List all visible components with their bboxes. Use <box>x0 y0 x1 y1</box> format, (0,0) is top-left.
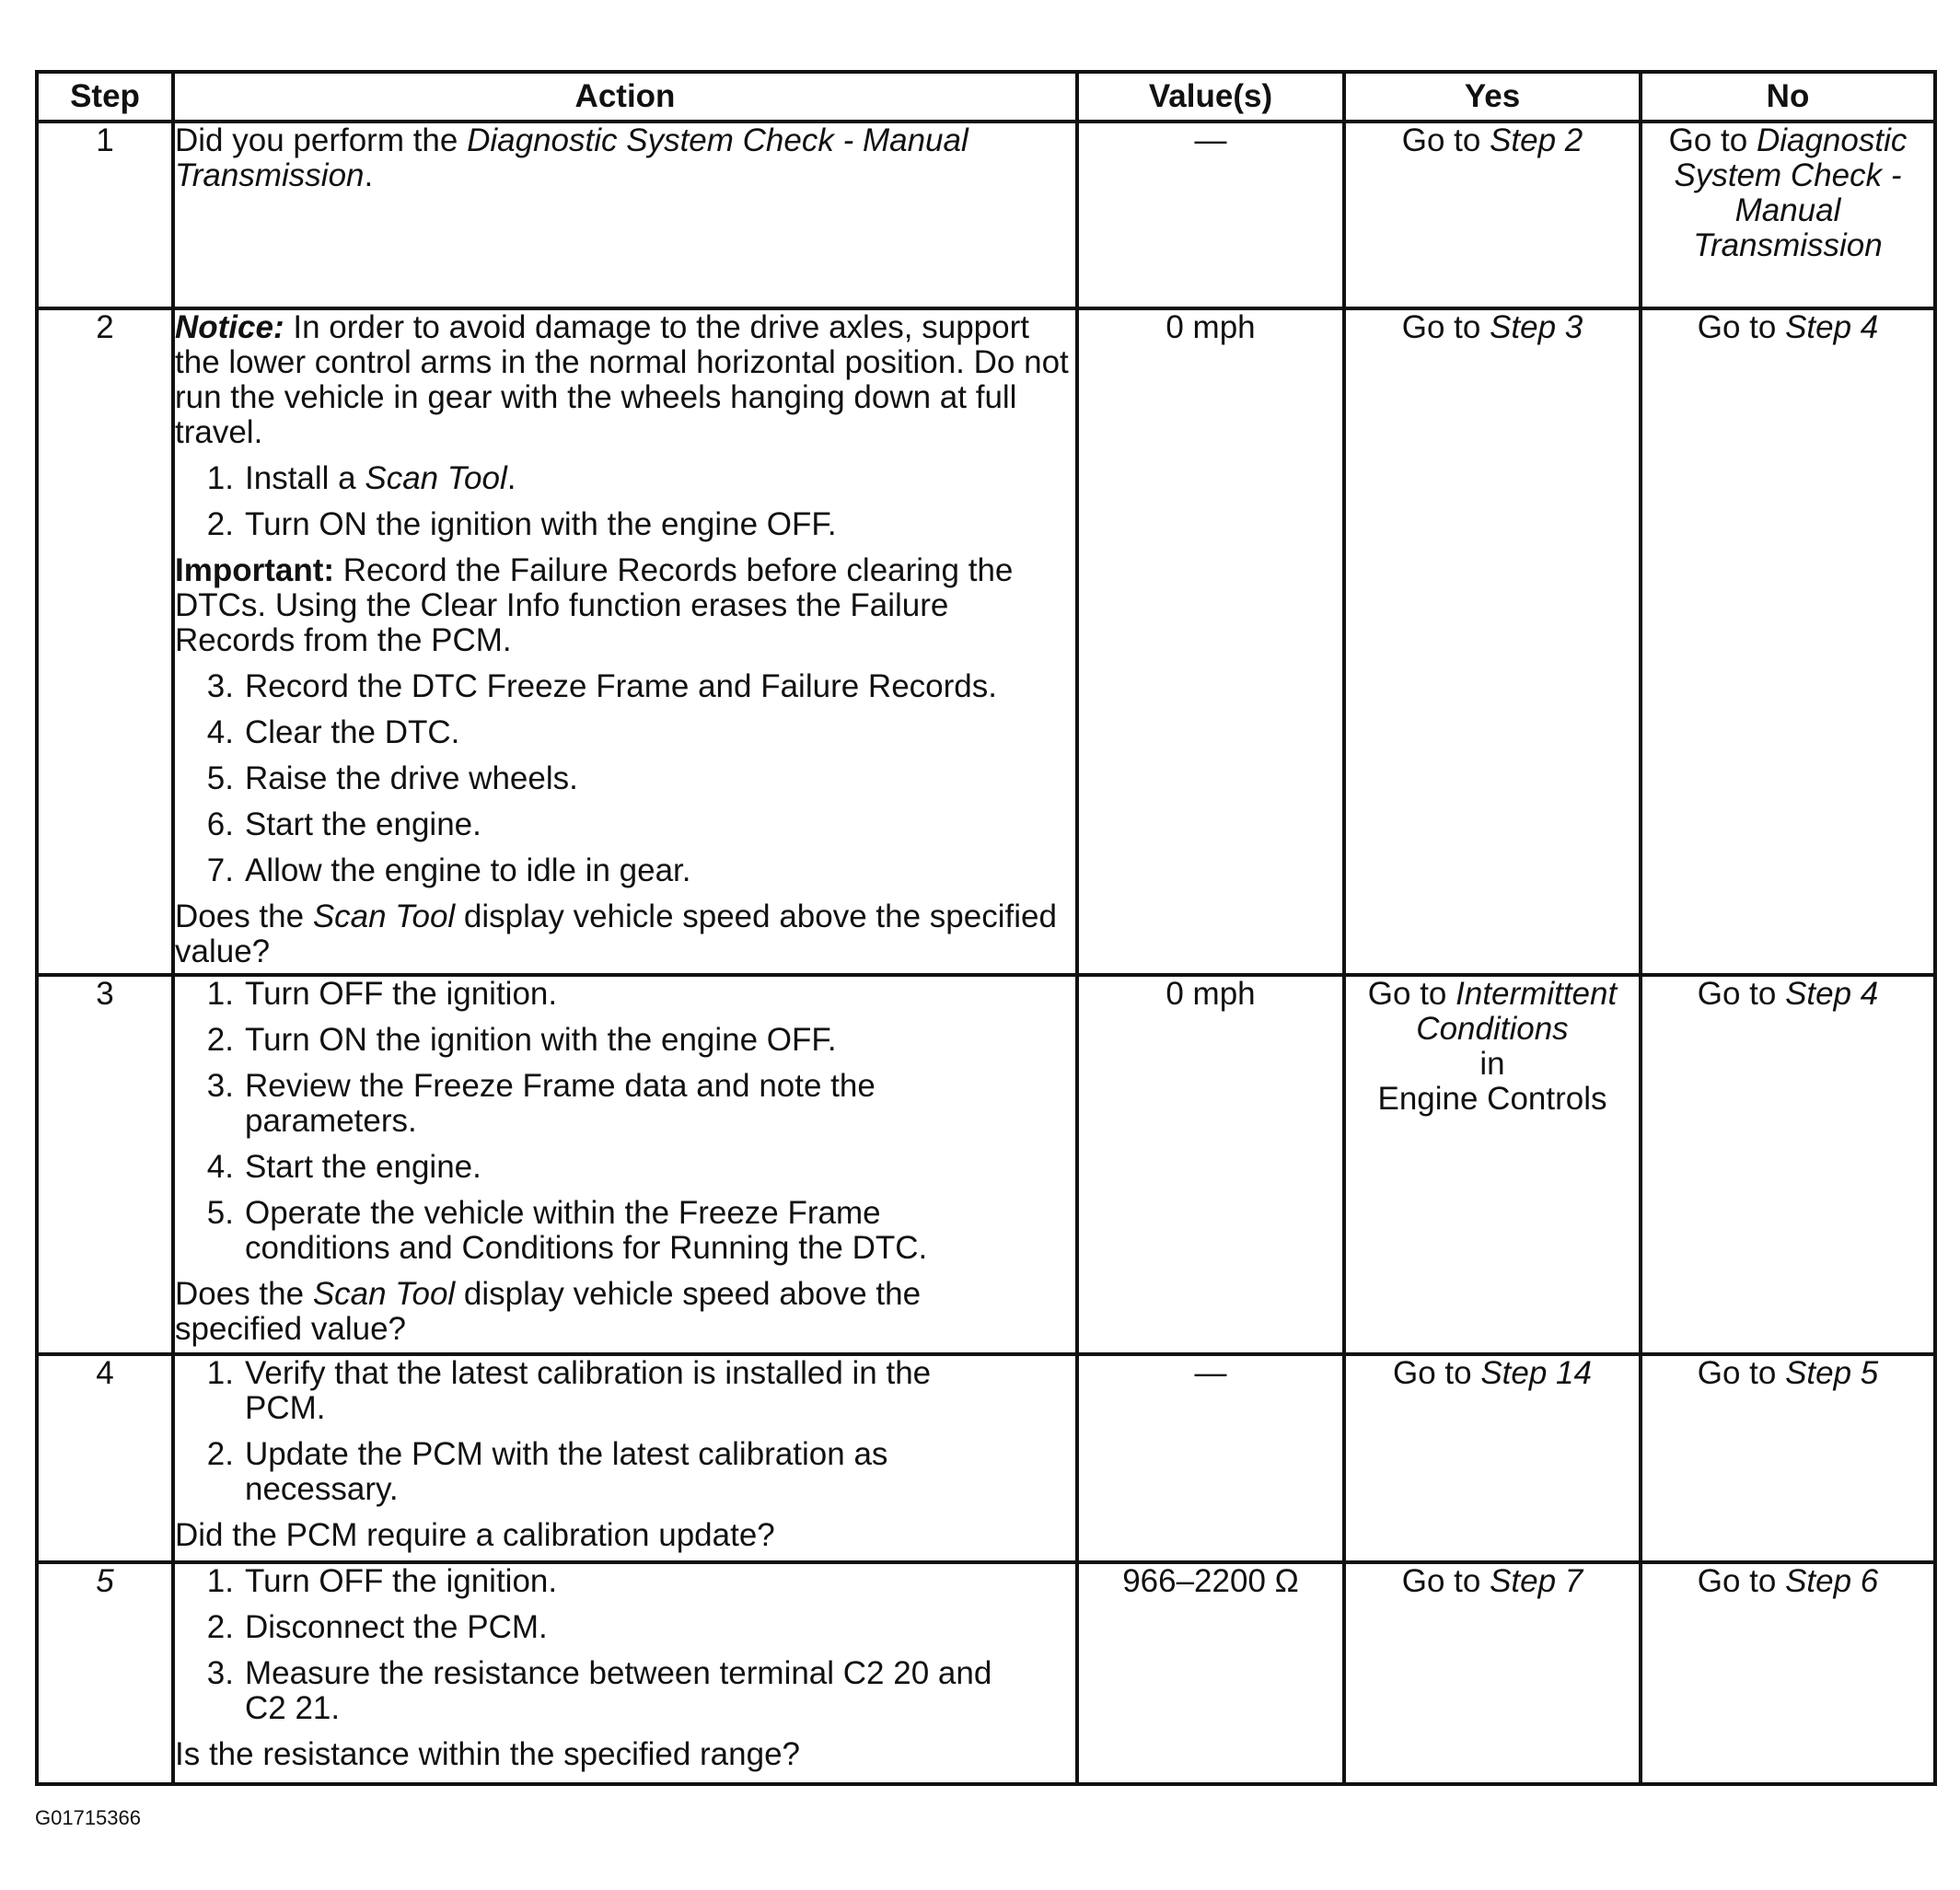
list-number: 2. <box>206 506 234 542</box>
table-row-step-4 <box>37 1354 1935 1562</box>
list-number: 1. <box>206 460 234 496</box>
step-number <box>37 1562 173 1784</box>
list-text: Measure the resistance between terminal C2 20 and C2 21. <box>245 1655 992 1726</box>
no-prefix: Go to <box>1697 976 1786 1012</box>
list-text: Raise the drive wheels. <box>245 760 578 796</box>
list-text: Disconnect the PCM. <box>245 1609 548 1645</box>
no-cell <box>1641 975 1935 1354</box>
action-cell <box>173 975 1077 1354</box>
no-cell <box>1641 1562 1935 1784</box>
list-number: 4. <box>206 1149 234 1185</box>
yes-prefix: Go to <box>1401 122 1490 158</box>
list-text: Turn OFF the ignition. <box>245 1563 558 1599</box>
list-number: 7. <box>206 852 234 888</box>
list-text: Start the engine. <box>245 1149 481 1185</box>
list-number: 1. <box>206 976 234 1012</box>
step-number: 2 <box>37 308 173 975</box>
yes-link: Step 2 <box>1490 122 1583 158</box>
yes-link: Step 3 <box>1490 309 1583 345</box>
diagnostic-table <box>35 70 1937 1786</box>
question-text: Is the resistance within the specified range? <box>175 1736 800 1772</box>
action-cell <box>173 1354 1077 1562</box>
table-row-step-5 <box>37 1562 1935 1784</box>
value-cell: — <box>1077 122 1344 308</box>
question-italic: Scan Tool <box>312 899 456 934</box>
no-link: Step 4 <box>1785 976 1879 1012</box>
list-text-end: . <box>506 460 516 496</box>
action-text: Did you perform the <box>175 122 468 158</box>
list-text: Operate the vehicle within the Freeze Frame conditions and Conditions for Running the DTC. <box>245 1195 928 1266</box>
yes-cell <box>1344 308 1641 975</box>
no-cell <box>1641 1354 1935 1562</box>
action-cell <box>173 308 1077 975</box>
question-text-end: display vehicle speed above the specified value? <box>175 899 1057 969</box>
yes-prefix: Go to <box>1393 1355 1481 1391</box>
list-text: Turn ON the ignition with the engine OFF. <box>245 1022 837 1058</box>
action-reference: Diagnostic System Check - Manual Transmission <box>175 122 968 193</box>
no-prefix: Go to <box>1668 122 1757 158</box>
list-number: 1. <box>206 1563 234 1599</box>
list-text: Record the DTC Freeze Frame and Failure Records. <box>245 668 997 704</box>
no-cell <box>1641 308 1935 975</box>
list-text: Turn ON the ignition with the engine OFF. <box>245 506 837 542</box>
yes-cell <box>1344 1354 1641 1562</box>
notice-label: Notice: <box>175 309 284 345</box>
header-yes: Yes <box>1344 72 1641 122</box>
yes-prefix: Go to <box>1367 976 1456 1012</box>
no-prefix: Go to <box>1697 309 1786 345</box>
header-step: Step <box>37 72 173 122</box>
value-cell: 966–2200 Ω <box>1077 1562 1344 1784</box>
step-number-text: 5 <box>96 1563 114 1599</box>
important-label: Important: <box>175 552 335 588</box>
question-text: Does the <box>175 1276 313 1312</box>
important-text: Record the Failure Records before clearing the DTCs. Using the Clear Info function erases the Failure Records from the PCM. <box>175 552 1014 658</box>
yes-cell <box>1344 1562 1641 1784</box>
yes-prefix: Go to <box>1401 309 1490 345</box>
list-number: 5. <box>206 1195 234 1231</box>
yes-in-text: in <box>1479 1046 1505 1082</box>
no-link: Step 6 <box>1785 1563 1879 1599</box>
value-cell: 0 mph <box>1077 308 1344 975</box>
no-link: Step 5 <box>1785 1355 1879 1391</box>
list-number: 5. <box>206 760 234 796</box>
no-prefix: Go to <box>1697 1563 1786 1599</box>
list-text: Start the engine. <box>245 806 481 842</box>
step-number: 4 <box>37 1354 173 1562</box>
action-text-end: . <box>364 157 374 193</box>
yes-link: Step 7 <box>1490 1563 1583 1599</box>
question-italic: Scan Tool <box>312 1276 456 1312</box>
yes-suffix: Engine Controls <box>1377 1081 1607 1117</box>
header-values: Value(s) <box>1077 72 1344 122</box>
list-number: 4. <box>206 714 234 750</box>
no-prefix: Go to <box>1697 1355 1786 1391</box>
yes-link: Step 14 <box>1480 1355 1592 1391</box>
list-text: Verify that the latest calibration is installed in the PCM. <box>245 1355 932 1426</box>
list-text: Clear the DTC. <box>245 714 460 750</box>
list-number: 2. <box>206 1436 234 1472</box>
yes-cell <box>1344 122 1641 308</box>
action-cell <box>173 122 1077 308</box>
list-number: 2. <box>206 1609 234 1645</box>
list-text: Update the PCM with the latest calibration as necessary. <box>245 1436 888 1507</box>
header-action: Action <box>173 72 1077 122</box>
yes-link: Intermittent Conditions <box>1416 976 1618 1047</box>
no-link: Step 4 <box>1785 309 1879 345</box>
list-number: 1. <box>206 1355 234 1391</box>
list-number: 3. <box>206 668 234 704</box>
value-cell: 0 mph <box>1077 975 1344 1354</box>
action-cell <box>173 1562 1077 1784</box>
list-number: 2. <box>206 1022 234 1058</box>
table-row-step-3 <box>37 975 1935 1354</box>
list-text-italic: Scan Tool <box>365 460 507 496</box>
header-no: No <box>1641 72 1935 122</box>
yes-prefix: Go to <box>1401 1563 1490 1599</box>
no-cell <box>1641 122 1935 308</box>
question-text-end: display vehicle speed above the specified value? <box>175 1276 922 1347</box>
list-text: Turn OFF the ignition. <box>245 976 558 1012</box>
step-number: 1 <box>37 122 173 308</box>
notice-text: In order to avoid damage to the drive axles, support the lower control arms in the normal horizontal position. Do not run the vehicle in gear with the wheels hanging down at full travel. <box>175 309 1069 450</box>
figure-id: G01715366 <box>35 1806 141 1829</box>
value-cell: — <box>1077 1354 1344 1562</box>
question-text: Did the PCM require a calibration update? <box>175 1517 775 1553</box>
list-text: Allow the engine to idle in gear. <box>245 852 691 888</box>
list-text: Review the Freeze Frame data and note the parameters. <box>245 1068 876 1139</box>
list-text: Install a <box>245 460 365 496</box>
table-row-step-2 <box>37 308 1935 975</box>
list-number: 3. <box>206 1068 234 1104</box>
list-number: 3. <box>206 1655 234 1691</box>
yes-cell <box>1344 975 1641 1354</box>
list-number: 6. <box>206 806 234 842</box>
table-row-step-1 <box>37 122 1935 308</box>
step-number: 3 <box>37 975 173 1354</box>
table-header-row <box>37 72 1935 122</box>
no-link: Diagnostic System Check - Manual Transmission <box>1674 122 1908 263</box>
question-text: Does the <box>175 899 313 934</box>
